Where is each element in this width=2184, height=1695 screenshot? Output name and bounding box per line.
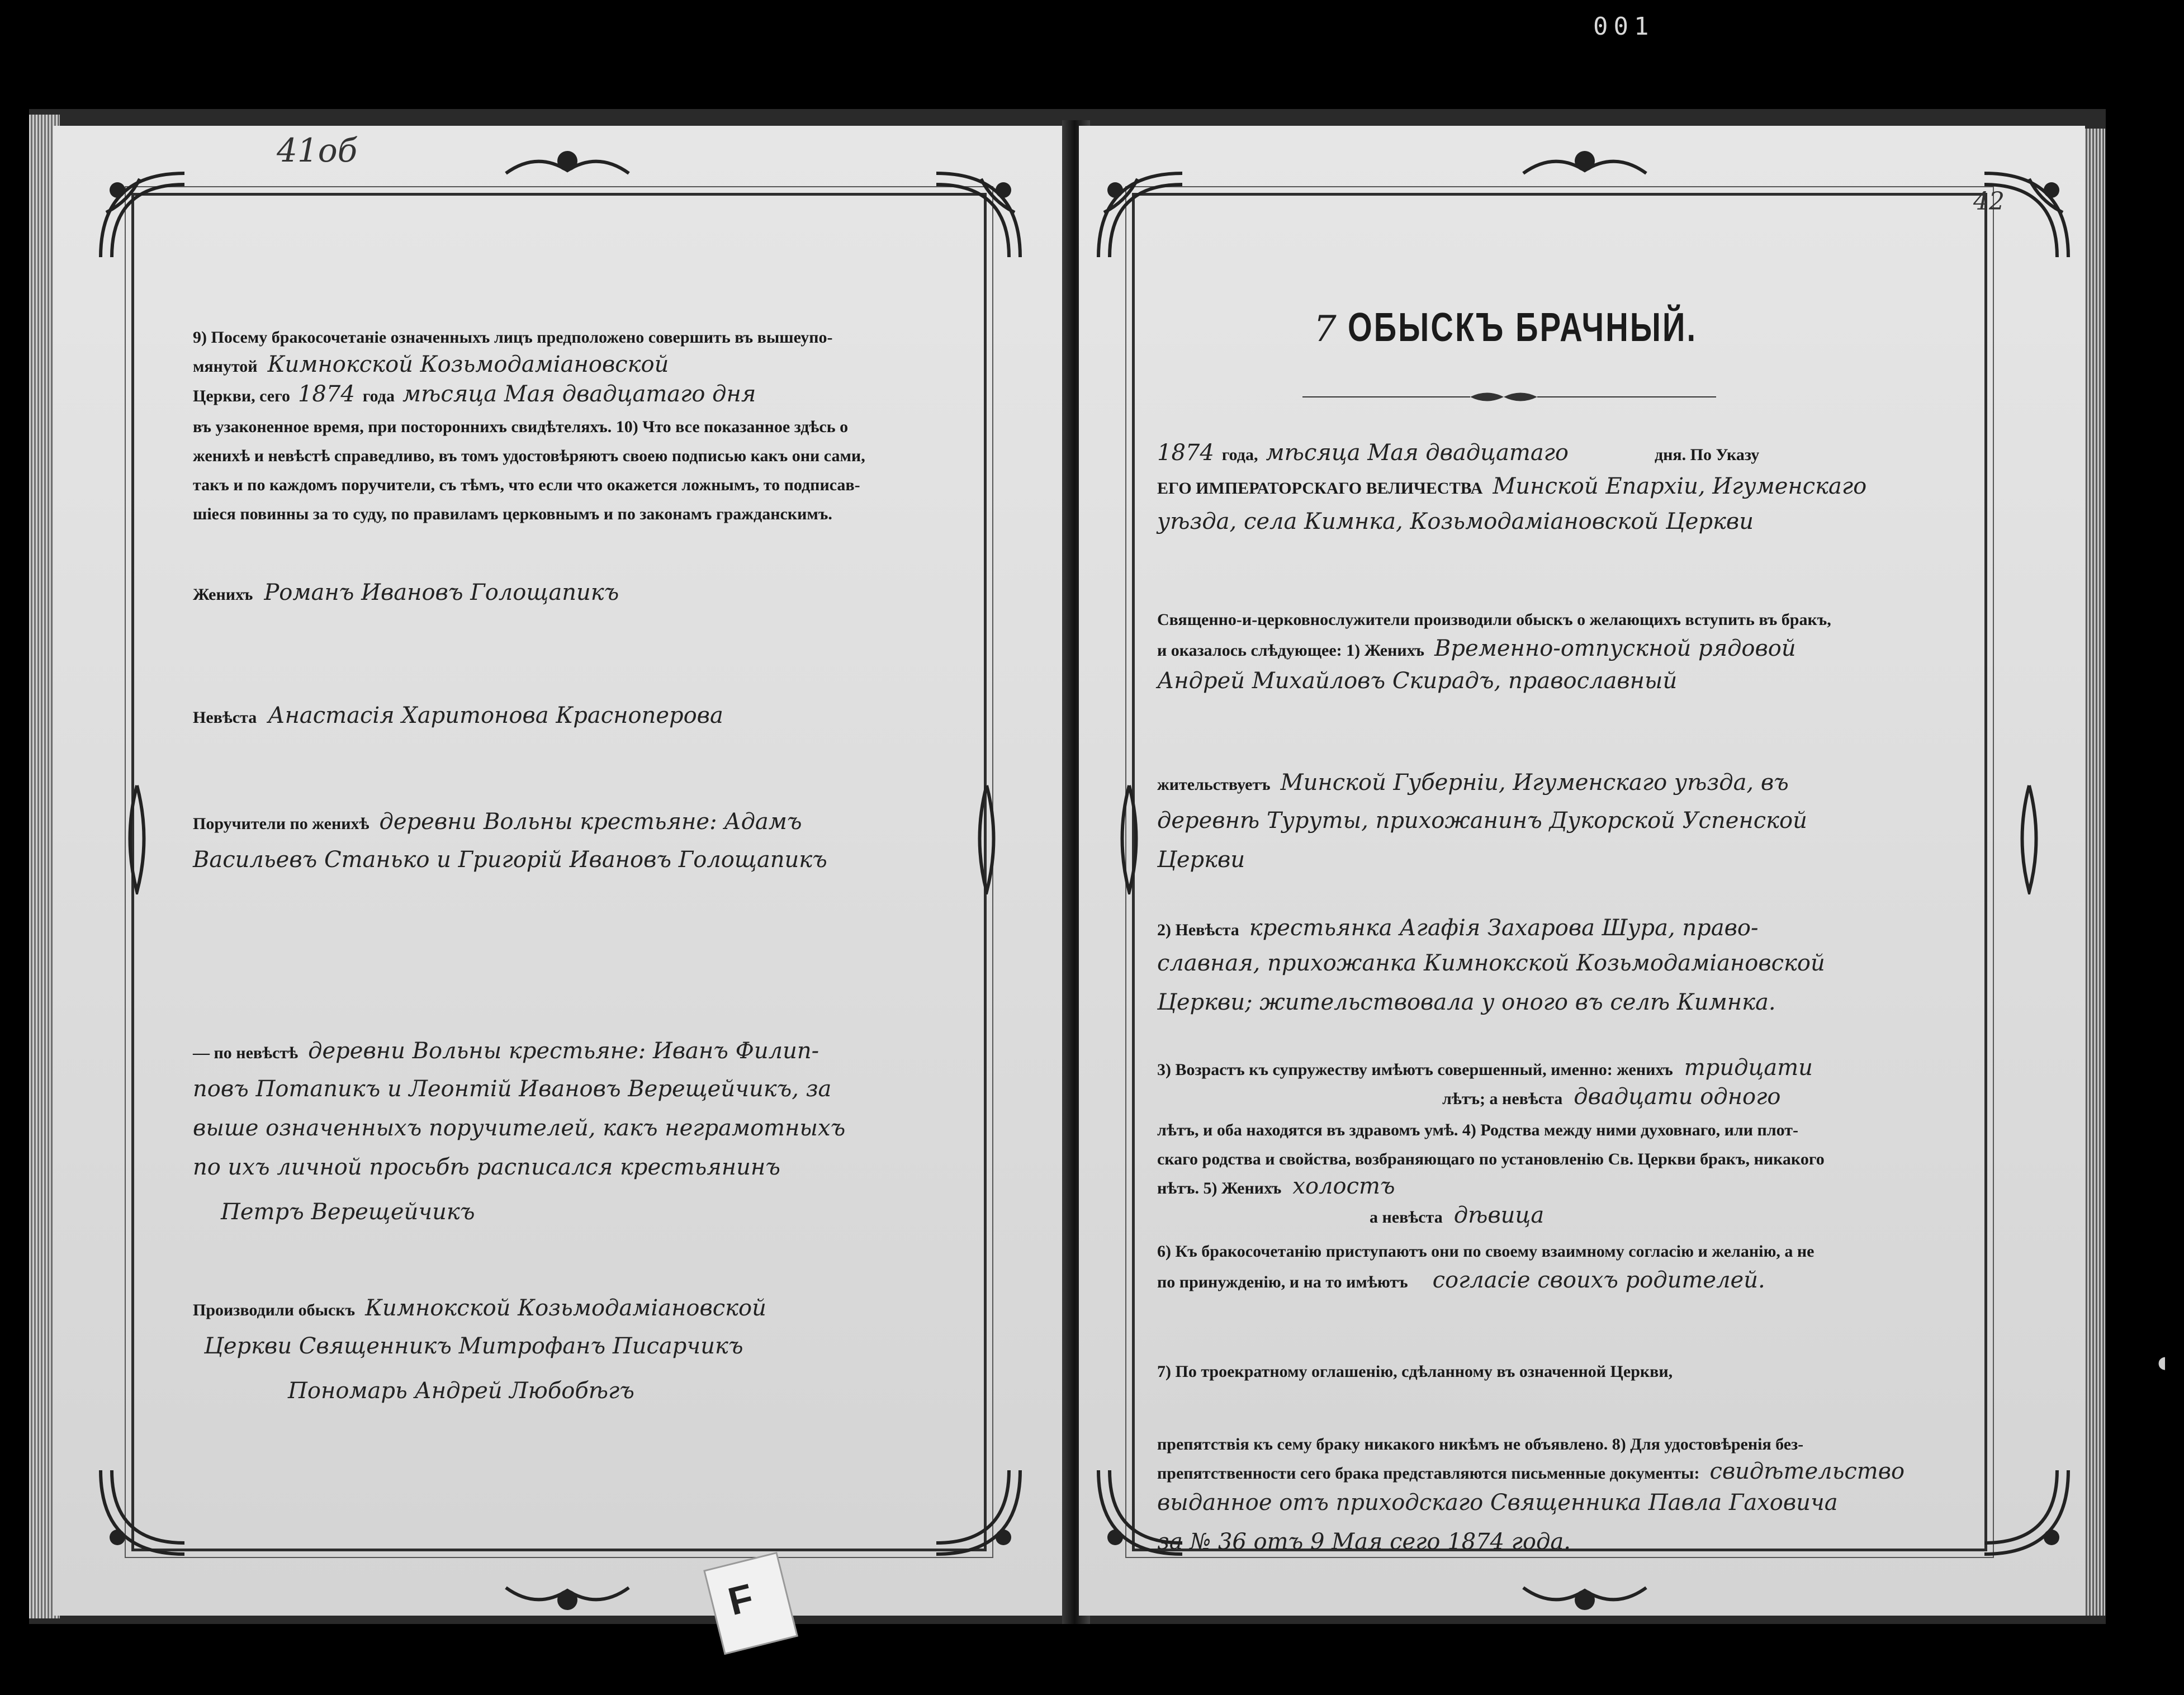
guarantors-bride-label: — по невѣстѣ [193, 1044, 299, 1062]
date-year-hw: 1874 [1157, 440, 1214, 466]
age-row2 [1442, 1083, 1780, 1115]
edge-mark: ◖ [2158, 1353, 2167, 1372]
bride-row [193, 702, 723, 733]
consent-row2 [1157, 1266, 1765, 1298]
date-year-word: года, [1221, 446, 1258, 464]
decree-text: дня. По Указу [1654, 446, 1760, 464]
eparchy-hw: Минской Епархіи, Игуменскаго [1493, 474, 1867, 499]
performed-hw1: Кимнокской Козьмодаміановской [365, 1295, 766, 1321]
left-bottom-center-ornament [503, 1576, 632, 1616]
p1-line1: Священно-и-церковнослужители производили обыскъ о желающихъ вступить въ бракъ, [1157, 610, 1831, 629]
bride-label-right: 2) Невѣста [1157, 921, 1239, 939]
right-bottom-center-ornament [1520, 1576, 1649, 1616]
majesty-text: ЕГО ИМПЕРАТОРСКАГО ВЕЛИЧЕСТВА [1157, 479, 1483, 498]
document-hw3: за № 36 отъ 9 Мая сего 1874 года. [1157, 1529, 1571, 1555]
guarantors-bride-hw5: Петръ Верещейчикъ [221, 1199, 475, 1225]
consent-line1: 6) Къ бракосочетанію приступаютъ они по своему взаимному согласію и желанію, а не [1157, 1242, 1815, 1261]
document-hw1: свидѣтельство [1709, 1459, 1905, 1484]
bride-age-hw: двадцати одного [1574, 1084, 1781, 1110]
residence-row [1157, 769, 1789, 801]
p9-line2 [193, 351, 669, 382]
p9-line4: въ узаконенное время, при постороннихъ свидѣтеляхъ. 10) Что все показанное здѣсь о [193, 418, 849, 436]
p1-line2 [1157, 635, 1796, 666]
p7-line1: 7) По троекратному оглашенію, сдѣланному въ означенной Церкви, [1157, 1362, 1673, 1381]
residence-label: жительствуетъ [1157, 775, 1271, 794]
right-side-left-ornament [1112, 783, 1146, 894]
groom-name-hw: Романъ Ивановъ Голощапикъ [264, 580, 619, 605]
bride-row-right [1157, 914, 1759, 946]
bride-label: Невѣста [193, 708, 257, 727]
age-line2-print: лѣтъ; а невѣста [1442, 1090, 1563, 1108]
age-line4: скаго родства и свойства, возбраняющаго по установленію Св. Церкви бракъ, никакого [1157, 1150, 1825, 1168]
performed-row [193, 1294, 766, 1326]
guarantors-bride-hw1: деревни Вольны крестьяне: Иванъ Филип- [308, 1038, 819, 1064]
performed-hw3: Пономарь Андрей Любобѣгъ [288, 1378, 634, 1404]
right-bottom-right-ornament [1979, 1465, 2074, 1560]
document-title: ОБЫСКЪ БРАЧНЫЙ. [1347, 305, 1697, 350]
right-top-center-ornament [1520, 145, 1649, 184]
age-line3: лѣтъ, и оба находятся въ здравомъ умѣ. 4) Родства между ними духовнаго, или плот- [1157, 1121, 1798, 1139]
record-number-hw: 7 [1314, 309, 1337, 350]
bride-name-hw: Анастасія Харитонова Красноперова [268, 703, 723, 728]
p9-church-hw: Кимнокской Козьмодаміановской [267, 352, 669, 377]
residence-hw3: Церкви [1157, 847, 1245, 873]
p7-line2: препятствія къ сему браку никакого никѣмъ не объявлено. 8) Для удостовѣренія без- [1157, 1435, 1804, 1453]
p9-date-hw: мѣсяца Мая двадцатаго дня [402, 381, 756, 407]
right-bottom-left-ornament [1093, 1465, 1188, 1560]
date-day-hw: мѣсяца Мая двадцатаго [1266, 440, 1569, 466]
age-row1 [1157, 1054, 1813, 1086]
p7-line3-print: препятственности сего брака представляются письменные документы: [1157, 1464, 1700, 1483]
guarantors-groom-hw1: деревни Вольны крестьяне: Адамъ [379, 809, 802, 835]
guarantors-groom-hw2: Васильевъ Станько и Григорій Ивановъ Голощапикъ [193, 847, 827, 873]
left-bottom-left-ornament [95, 1465, 190, 1560]
residence-hw2: деревнѣ Туруты, прихожанинъ Дукорской Успенской [1157, 808, 1807, 834]
p9-year-hw: 1874 [297, 381, 355, 407]
left-folio: 41об [277, 131, 358, 169]
p9-line1: 9) Посему бракосочетаніе означенныхъ лицъ предположено совершить въ вышеупо- [193, 328, 833, 347]
parish-hw: уѣзда, села Кимнка, Козьмодаміановской Церкви [1157, 509, 1754, 534]
archive-tag-letter: F [724, 1575, 758, 1624]
right-folio: 42 [1973, 187, 2005, 216]
p7-row3 [1157, 1457, 1905, 1489]
performed-hw2: Церкви Священникъ Митрофанъ Писарчикъ [204, 1333, 743, 1359]
guarantors-bride-hw2: повъ Потапикъ и Леонтій Ивановъ Верещейчикъ, за [193, 1076, 832, 1102]
date-row [1157, 439, 1759, 471]
right-top-right-ornament [1979, 168, 2074, 263]
p9-line3-print: Церкви, сего [193, 387, 290, 405]
status-groom-row [1157, 1172, 1395, 1204]
p9-line3 [193, 380, 756, 412]
left-side-left-ornament [120, 783, 154, 894]
p1-line2-print: и оказалось слѣдующее: 1) Женихъ [1157, 641, 1425, 660]
groom-label: Женихъ [193, 585, 253, 604]
scan-stamp: 001 [1593, 12, 1655, 41]
bride-hw2: славная, прихожанка Кимнокской Козьмодаміановской [1157, 950, 1825, 976]
consent-line2-print: по принужденію, и на то имѣютъ [1157, 1273, 1408, 1291]
status-groom-hw: холостъ [1292, 1173, 1395, 1199]
bride-hw3: Церкви; жительствовала у оного въ селѣ Кимнка. [1157, 989, 1776, 1015]
p9-line5: женихѣ и невѣстѣ справедливо, въ томъ удостовѣряютъ своею подписью какъ они сами, [193, 447, 865, 465]
groom-row [193, 579, 619, 610]
status-bride-row [1370, 1201, 1544, 1233]
document-hw2: выданное отъ приходскаго Священника Павла Гаховича [1157, 1490, 1838, 1516]
right-page [1079, 126, 2085, 1616]
guarantors-bride-hw4: по ихъ личной просьбѣ расписался крестьянинъ [193, 1154, 780, 1180]
consent-hw: согласіе своихъ родителей. [1432, 1267, 1765, 1293]
left-top-left-ornament [95, 168, 190, 263]
p9-line7: шіеся повинны за то суду, по правиламъ церковнымъ и по законамъ гражданскимъ. [193, 505, 832, 523]
right-side-right-ornament [2012, 783, 2046, 894]
left-page [53, 126, 1073, 1616]
status-bride-label: а невѣста [1370, 1208, 1443, 1227]
status-groom-label: нѣтъ. 5) Женихъ [1157, 1179, 1282, 1197]
left-bottom-right-ornament [931, 1465, 1026, 1560]
residence-hw1: Минской Губерніи, Игуменскаго уѣзда, въ [1280, 770, 1789, 796]
p9-line2-print: мянутой [193, 357, 258, 376]
p9-line6: такъ и по каждомъ поручители, съ тѣмъ, что если что окажется ложнымъ, то подписав- [193, 476, 860, 494]
age-line1-print: 3) Возрастъ къ супружеству имѣютъ совершенный, именно: женихъ [1157, 1060, 1673, 1079]
left-side-right-ornament [970, 783, 1003, 894]
title-row [1314, 305, 1795, 351]
groom-name-hw-right: Андрей Михайловъ Скирадъ, православный [1157, 668, 1678, 694]
left-top-right-ornament [931, 168, 1026, 263]
status-bride-hw: дѣвица [1453, 1202, 1545, 1228]
guarantors-groom-row [193, 808, 802, 840]
left-top-center-ornament [503, 145, 632, 184]
guarantors-bride-hw3: выше означенныхъ поручителей, какъ неграмотныхъ [193, 1115, 846, 1141]
title-ornament [1302, 389, 1716, 405]
guarantors-groom-label: Поручители по женихѣ [193, 815, 369, 833]
guarantors-bride-row [193, 1037, 819, 1069]
groom-rank-hw: Временно-отпускной рядовой [1434, 636, 1796, 661]
majesty-row [1157, 472, 1866, 504]
bride-hw1: крестьянка Агафія Захарова Шура, право- [1249, 915, 1759, 941]
right-top-left-ornament [1093, 168, 1188, 263]
groom-age-hw: тридцати [1684, 1055, 1813, 1081]
p9-year-word: года [362, 387, 395, 405]
performed-label: Производили обыскъ [193, 1301, 356, 1319]
